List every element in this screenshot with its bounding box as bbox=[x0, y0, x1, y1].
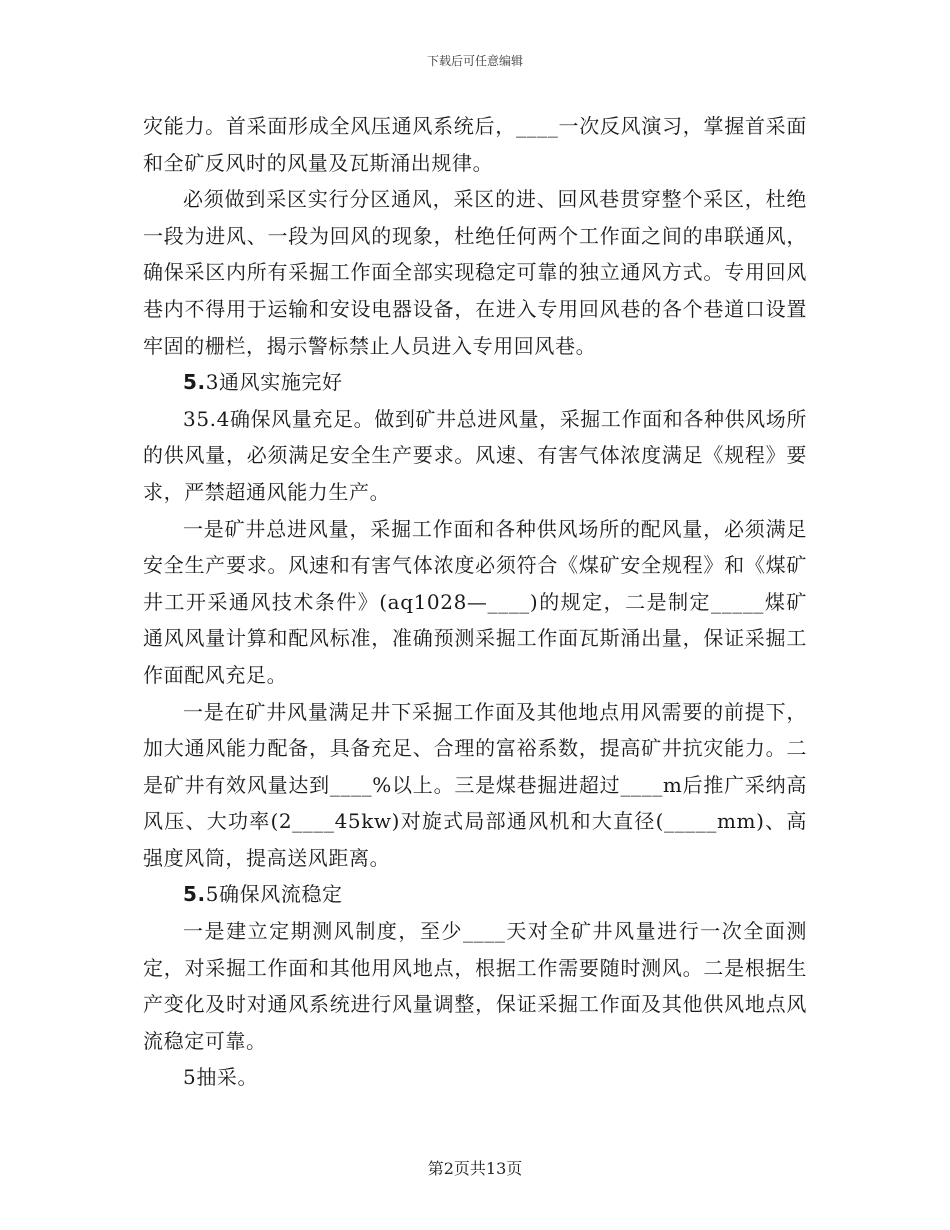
page-header: 下载后可任意编辑 bbox=[426, 54, 523, 68]
heading-number: 5. bbox=[183, 370, 206, 395]
page-footer: 第2页共13页 bbox=[427, 1159, 523, 1178]
heading-text: 3通风实施完好 bbox=[205, 370, 343, 395]
heading-number: 5. bbox=[183, 882, 206, 907]
section-heading-5-5 bbox=[143, 876, 807, 913]
document-body bbox=[143, 108, 807, 1096]
paragraph-district-ventilation: 必须做到采区实行分区通风，采区的进、回风巷贯穿整个采区，杜绝一段为进风、一段为回风的现象，杜绝任何两个工作面之间的串联通风，确保采区内所有采掘工作面全部实现稳定可靠的独立通风方式。专用回风巷内不得用于运输和安设电器设备，在进入专用回风巷的各个巷道口设置牢固的栅栏，揭示警标禁止人员进入专用回风巷。 bbox=[143, 187, 807, 358]
paragraph-extraction: 5抽采。 bbox=[183, 1065, 259, 1090]
section-heading-5-3 bbox=[143, 364, 807, 401]
paragraph-air-measurement: 一是建立定期测风制度，至少____天对全矿井风量进行一次全面测定，对采掘工作面和其他用风地点，根据工作需要随时测风。二是根据生产变化及时对通风系统进行风量调整，保证采掘工作面及其他供风地点风流稳定可靠。 bbox=[143, 919, 807, 1053]
paragraph-continuation: 灾能力。首采面形成全风压通风系统后，____一次反风演习，掌握首采面和全矿反风时的风量及瓦斯涌出规律。 bbox=[143, 114, 807, 175]
paragraph-capacity: 一是在矿井风量满足井下采掘工作面及其他地点用风需要的前提下，加大通风能力配备，具备充足、合理的富裕系数，提高矿井抗灾能力。二是矿井有效风量达到____%以上。三是煤巷掘进超过____m后推广采纳高风压、大功率(2____45kw)对旋式局部通风机和大直径(_____mm)、高强度风筒，提高送风距离。 bbox=[143, 699, 807, 870]
heading-text: 5确保风流稳定 bbox=[205, 882, 343, 907]
paragraph-total-intake: 一是矿井总进风量，采掘工作面和各种供风场所的配风量，必须满足安全生产要求。风速和有害气体浓度必须符合《煤矿安全规程》和《煤矿井工开采通风技术条件》(aq1028—____)的规定，二是制定_____煤矿通风风量计算和配风标准，准确预测采掘工作面瓦斯涌出量，保证采掘工作面配风充足。 bbox=[143, 516, 807, 687]
paragraph-air-volume: 35.4确保风量充足。做到矿井总进风量，采掘工作面和各种供风场所的供风量，必须满足安全生产要求。风速、有害气体浓度满足《规程》要求，严禁超通风能力生产。 bbox=[143, 406, 807, 504]
